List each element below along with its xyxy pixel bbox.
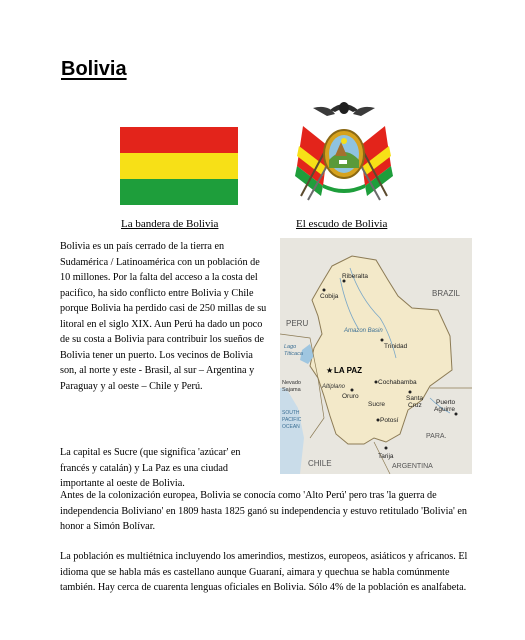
city-riberalta: Riberalta: [342, 273, 369, 280]
bolivia-map: [280, 238, 472, 474]
paragraph-capital: La capital es Sucre (que significa 'azúcar' en francés y catalán) y La Paz es una ciudad importante al oeste de Bolivia.: [60, 447, 241, 489]
ocean-label-1: SOUTH: [282, 410, 300, 416]
city-santa: Santa: [406, 395, 423, 402]
city-cochabamba: Cochabamba: [378, 379, 417, 386]
city-cobija: Cobija: [320, 293, 339, 300]
city-trinidad: Trinidad: [384, 343, 408, 350]
feature-titicaca: Titicaca: [284, 351, 303, 357]
city-marker: [409, 391, 412, 394]
feature-sajama: Sajama: [282, 387, 301, 393]
paragraph-intro: Bolivia es un país cerrado de la tierra en Sudamérica / Latinoamérica con un población de 10 millones. Por la falta del acceso a la costa del pacifico, ha sido conflicto entre Bolivia y Chile porque Bolivia ha perdido casi de 250 millas de su litoral en el siglo XIX. Aun Perú ha dado un poco de su costa a Bolivia para contribuir los sueños de Bolivia tener un puerto. Los vecinos de Bolivia son, al norte y este - Brasil, al sur – Argentina y Paraguay y al oeste – Chile y Perú.: [60, 241, 267, 392]
ocean-label-2: PACIFIC: [282, 417, 302, 423]
page-title: Bolivia: [61, 58, 127, 80]
ocean-label-3: OCEAN: [282, 424, 300, 430]
city-cruz: Cruz: [408, 402, 422, 409]
country-label-brazil: BRAZIL: [432, 289, 461, 298]
city-tarija: Tarija: [378, 453, 394, 460]
city-la-paz: LA PAZ: [334, 366, 362, 375]
feature-altiplano: Altiplano: [322, 384, 346, 390]
flag-caption: La bandera de Bolivia: [121, 218, 219, 230]
bolivia-flag: [120, 127, 238, 205]
paragraph-history: Antes de la colonización europea, Bolivia se conocía como 'Alto Perú' pero tras 'la guerra de independencia Boliviano' en 1809 hasta 1825 ganó su independencia y estuvo retitulado 'Bolivia' en honor a Simón Bolívar.: [60, 490, 467, 532]
city-aguirre: Aguirre: [434, 406, 455, 413]
country-label-paraguay: PARA.: [426, 433, 447, 440]
feature-nevado: Nevado: [282, 380, 301, 386]
flag-yellow-stripe: [120, 153, 238, 179]
flag-red-stripe: [120, 127, 238, 153]
flag-green-stripe: [120, 179, 238, 205]
city-potosi: Potosí: [380, 417, 399, 424]
country-label-argentina: ARGENTINA: [392, 463, 433, 470]
city-marker: [351, 389, 354, 392]
city-marker: [323, 289, 326, 292]
capital-star-icon: ★: [326, 366, 334, 375]
country-label-chile: CHILE: [308, 459, 332, 468]
city-oruro: Oruro: [342, 393, 359, 400]
country-label-peru: PERU: [286, 319, 309, 328]
feature-amazon-basin: Amazon Basin: [344, 328, 383, 334]
paragraph-population: La población es multiétnica incluyendo los amerindios, mestizos, europeos, asiáticos y africanos. El idioma que se habla más es castellano aunque Guaraní, aimara y quechua se habla comúnmente también. Hay cerca de cuarenta lenguas oficiales en Bolivia. Sólo 4% de la población es analfabeta.: [60, 551, 468, 593]
city-sucre: Sucre: [368, 401, 385, 408]
city-marker: [381, 339, 384, 342]
city-puerto: Puerto: [436, 399, 456, 406]
coat-caption: El escudo de Bolivia: [296, 218, 388, 230]
coat-of-arms-image: [283, 96, 405, 210]
feature-lago: Lago: [284, 344, 297, 350]
city-marker: [385, 447, 388, 450]
